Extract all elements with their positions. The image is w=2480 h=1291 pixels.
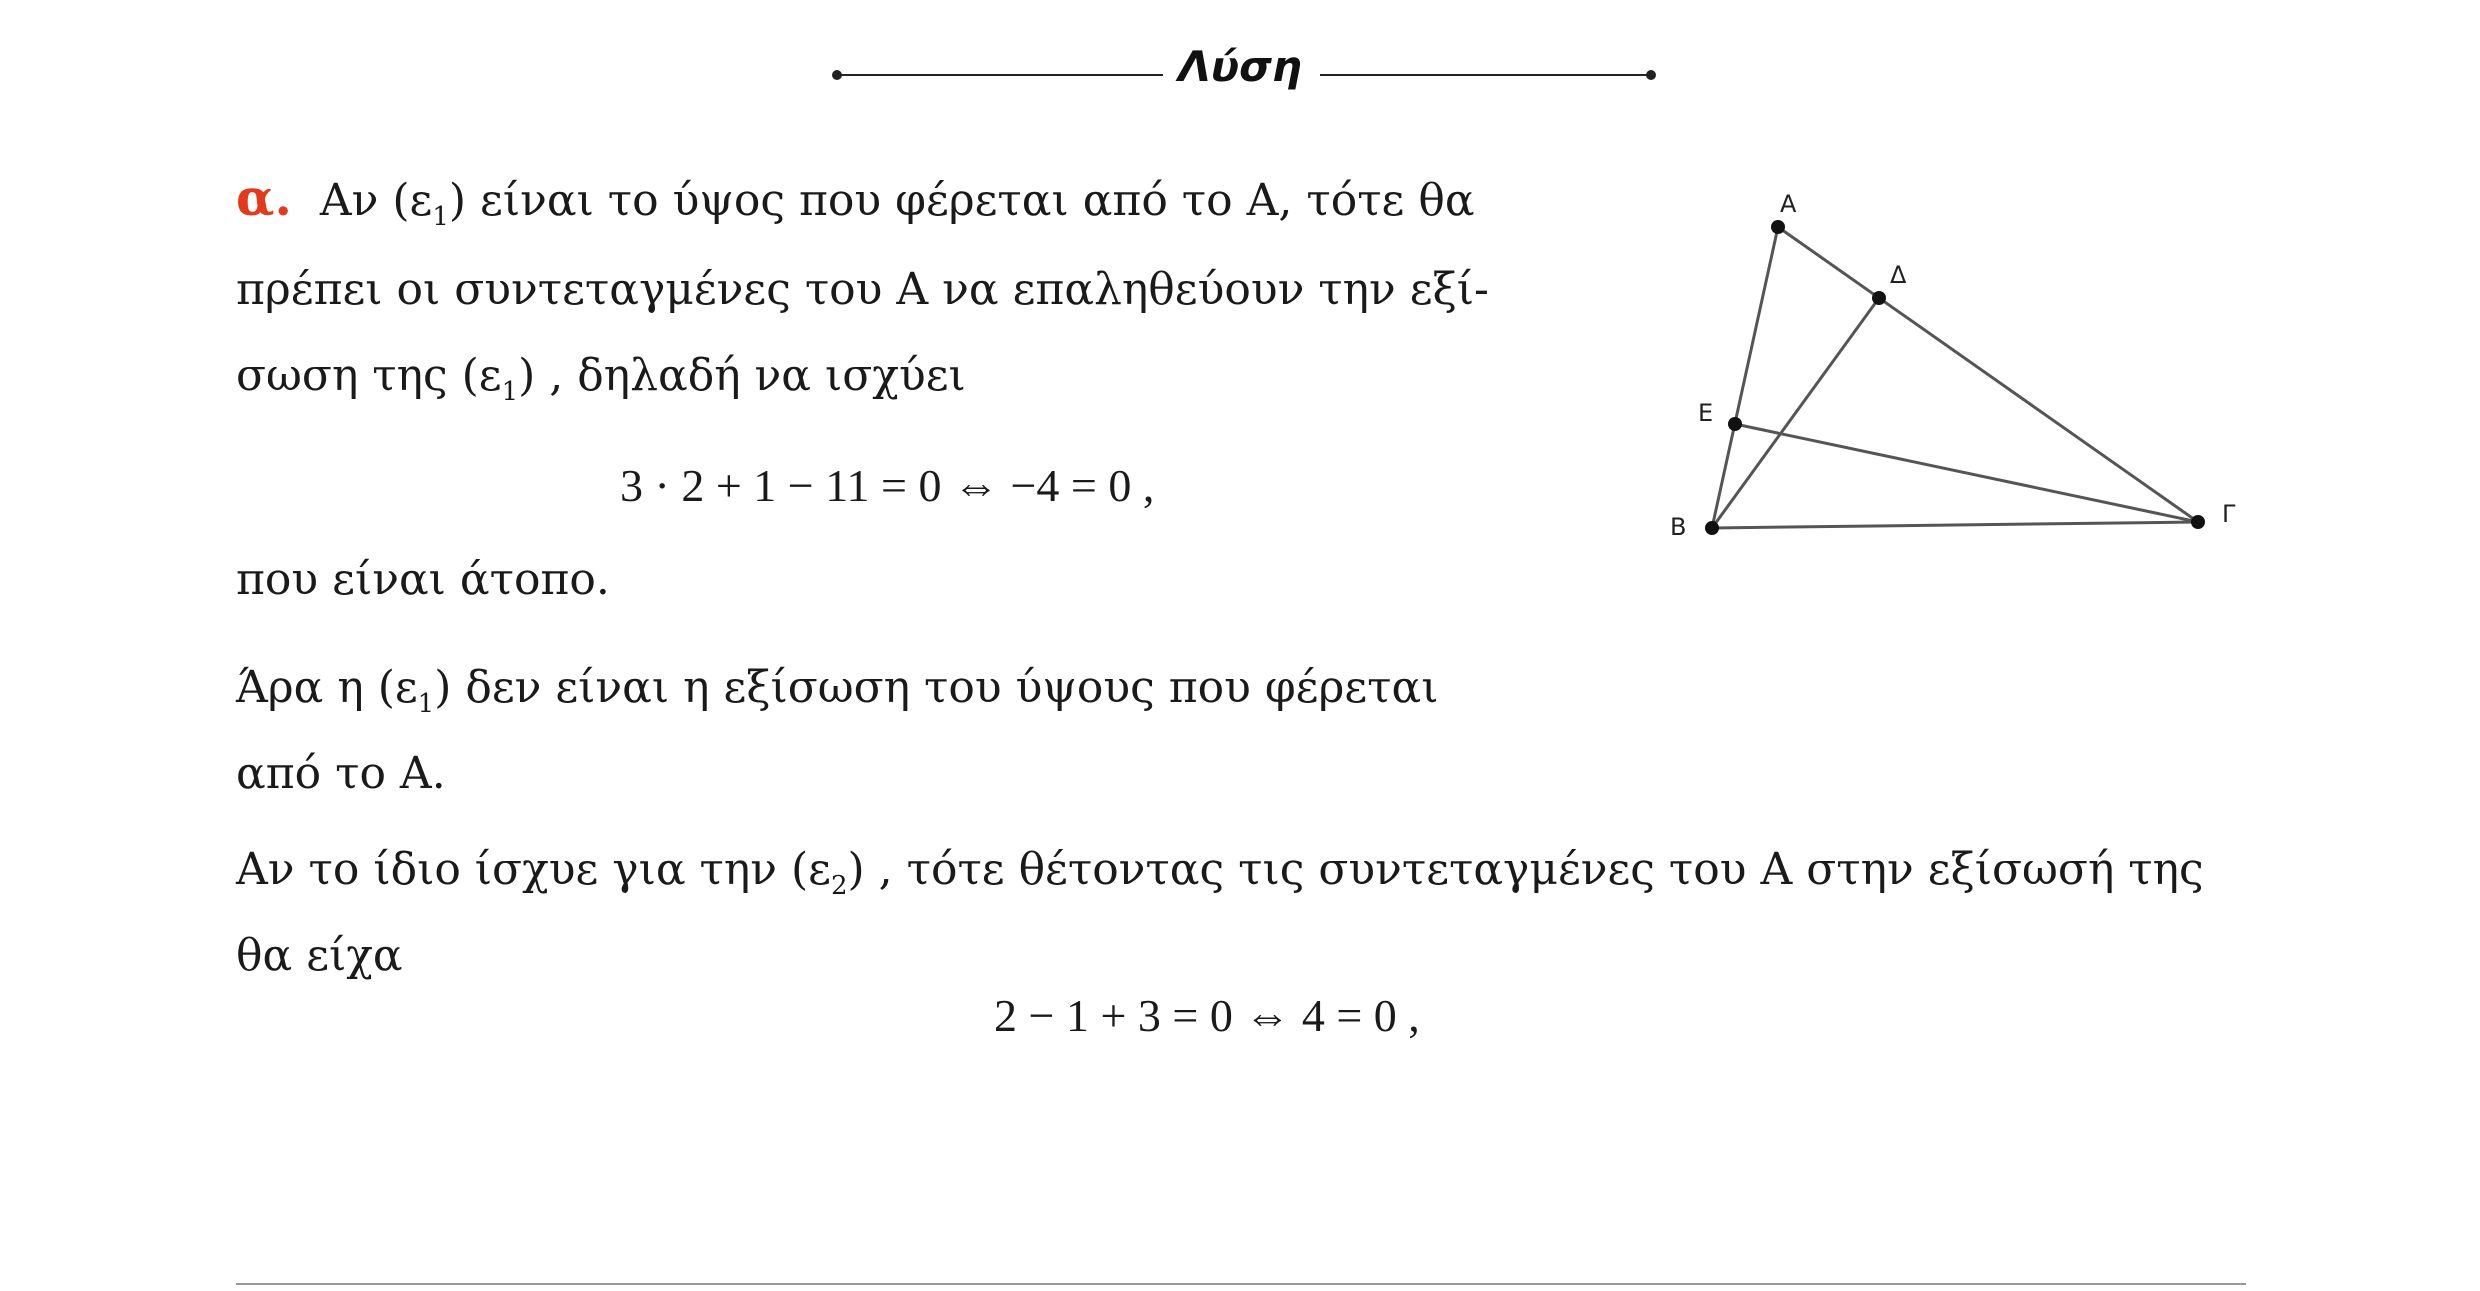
paragraph2-line2: από το Α. xyxy=(236,748,446,799)
label-D: Δ xyxy=(1890,261,1907,289)
p1-l1-before: Αν (ε xyxy=(319,175,433,226)
header-right-dot xyxy=(1646,70,1656,80)
triangle-figure xyxy=(1650,180,2270,580)
label-G: Γ xyxy=(2222,500,2236,528)
paragraph3-line2: θα είχα xyxy=(236,930,403,981)
p2-l1-before: Άρα η (ε xyxy=(236,662,418,713)
point-G xyxy=(2191,515,2205,529)
p1-l1-after: ) είναι το ύψος που φέρεται από το Α, τότε θα xyxy=(448,175,1475,226)
point-E xyxy=(1728,417,1742,431)
paragraph1-line2: πρέπει οι συντεταγμένες του Α να επαληθεύουν την εξί- xyxy=(236,264,1489,315)
point-D xyxy=(1872,291,1886,305)
absurd-line: που είναι άτοπο. xyxy=(236,554,610,605)
side-BG xyxy=(1712,522,2198,528)
paragraph3-line1 xyxy=(236,842,2204,914)
header-right-rule xyxy=(1320,74,1650,76)
point-B xyxy=(1705,521,1719,535)
label-E: Ε xyxy=(1698,399,1714,427)
equation-1: 3 · 2 + 1 − 11 = 0 ⇔ −4 = 0 , xyxy=(620,460,1155,511)
p2-l1-sub: 1 xyxy=(417,689,435,719)
part-a-label: α. xyxy=(236,168,292,227)
label-A: Α xyxy=(1780,190,1797,218)
p1-l3-before: σωση της (ε xyxy=(236,350,502,401)
p2-l1-after: ) δεν είναι η εξίσωση του ύψους που φέρεται xyxy=(434,662,1439,713)
footer-rule xyxy=(236,1283,2246,1285)
paragraph1-line3 xyxy=(236,348,966,420)
p3-l1-before: Αν το ίδιο ίσχυε για την (ε xyxy=(236,844,831,895)
label-B: Β xyxy=(1670,513,1687,541)
equation-2: 2 − 1 + 3 = 0 ⇔ 4 = 0 , xyxy=(994,990,1420,1041)
solution-title: Λύση xyxy=(1178,42,1302,91)
paragraph2-line1 xyxy=(236,660,1438,732)
p1-l3-sub: 1 xyxy=(501,377,519,407)
header-left-rule xyxy=(838,74,1163,76)
p1-l3-after: ) , δηλαδή να ισχύει xyxy=(518,350,966,401)
p3-l1-after: ) , τότε θέτοντας τις συντεταγμένες του Α στην εξίσωσή της xyxy=(847,844,2204,895)
point-A xyxy=(1771,220,1785,234)
p1-l1-sub: 1 xyxy=(432,202,449,232)
paragraph1-line1 xyxy=(236,170,1475,245)
p3-l1-sub: 2 xyxy=(830,871,848,901)
